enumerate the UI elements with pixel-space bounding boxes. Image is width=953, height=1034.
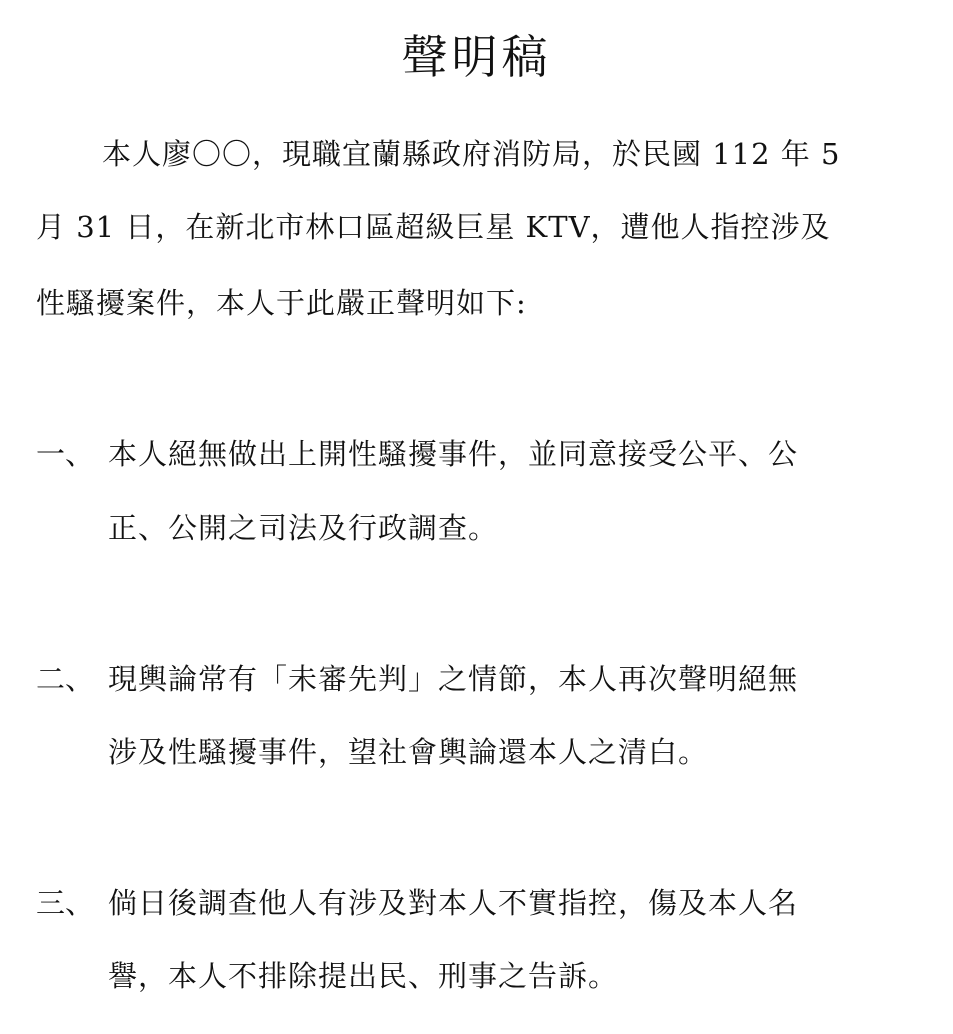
item-text-line: 本人絕無做出上開性騷擾事件，並同意接受公平、公	[108, 437, 799, 471]
item-text-line: 正、公開之司法及行政調查。	[108, 511, 499, 545]
item-text-line: 現輿論常有「未審先判」之情節，本人再次聲明絕無	[108, 662, 799, 696]
item-number: 一、	[36, 437, 95, 471]
intro-line-2: 月 31 日，在新北市林口區超級巨星 KTV，遭他人指控涉及	[36, 210, 831, 244]
item-text-line: 倘日後調查他人有涉及對本人不實指控，傷及本人名	[108, 886, 799, 920]
item-number: 二、	[36, 662, 95, 696]
document-title: 聲明稿	[401, 30, 552, 84]
item-text-line: 譽，本人不排除提出民、刑事之告訴。	[108, 959, 619, 993]
item-number: 三、	[36, 886, 95, 920]
intro-line-1: 本人廖〇〇，現職宜蘭縣政府消防局，於民國 112 年 5	[102, 137, 841, 171]
intro-line-3: 性騷擾案件，本人于此嚴正聲明如下:	[36, 286, 527, 320]
item-text-line: 涉及性騷擾事件，望社會輿論還本人之清白。	[108, 735, 709, 769]
